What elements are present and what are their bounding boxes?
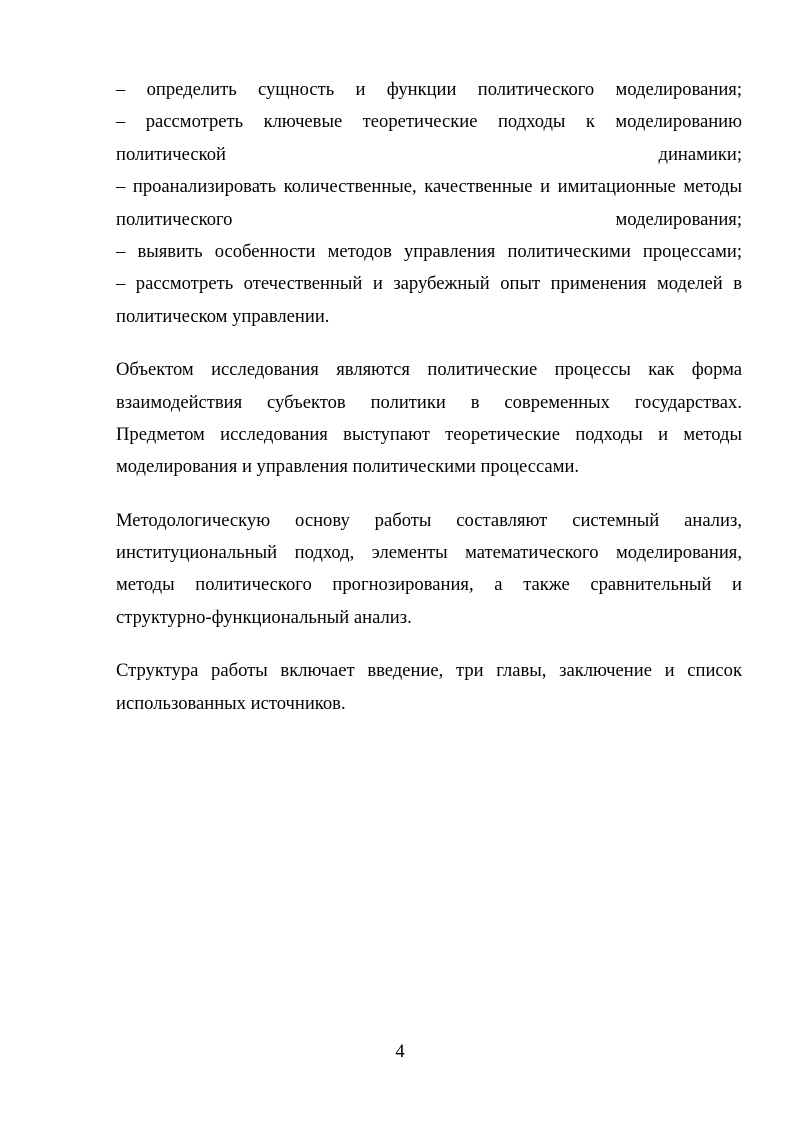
paragraph-spacer (116, 484, 742, 505)
text-line: – рассмотреть ключевые теоретические подходы к моделированию (116, 111, 742, 133)
page-number: 4 (395, 1041, 405, 1062)
text-line: – проанализировать количественные, качественные и имитационные методы (116, 176, 742, 198)
text-line: моделирования и управления политическими процессами. (116, 456, 580, 478)
text-line: использованных источников. (116, 692, 346, 714)
task-item (116, 268, 742, 333)
text-line: – определить сущность и функции политического моделирования; (116, 79, 742, 100)
text-line: Предметом исследования выступают теоретические подходы и методы (116, 423, 742, 445)
text-line: политической динамики; (116, 143, 742, 165)
text-line: структурно-функциональный анализ. (116, 606, 412, 628)
text-line: – выявить особенности методов управления политическими процессами; (116, 240, 742, 262)
task-item (116, 74, 742, 106)
task-list (116, 74, 742, 333)
task-item (116, 106, 742, 171)
text-line: Структура работы включает введение, три главы, заключение и список (116, 660, 742, 682)
document-page (116, 74, 742, 720)
paragraph-spacer (116, 333, 742, 354)
text-line: институциональный подход, элементы математического моделирования, (116, 542, 742, 564)
text-line: методы политического прогнозирования, а также сравнительный и (116, 574, 742, 596)
paragraph-spacer (116, 634, 742, 655)
paragraph-structure (116, 655, 742, 720)
task-item (116, 171, 742, 236)
paragraph-methodology (116, 505, 742, 635)
text-line: – рассмотреть отечественный и зарубежный опыт применения моделей в (116, 273, 742, 295)
text-line: политического моделирования; (116, 208, 742, 230)
text-line: взаимодействия субъектов политики в современных государствах. (116, 391, 742, 413)
text-line: Методологическую основу работы составляют системный анализ, (116, 509, 742, 531)
task-item (116, 236, 742, 268)
paragraph-object-subject (116, 354, 742, 484)
text-line: политическом управлении. (116, 305, 330, 327)
text-line: Объектом исследования являются политические процессы как форма (116, 359, 742, 381)
